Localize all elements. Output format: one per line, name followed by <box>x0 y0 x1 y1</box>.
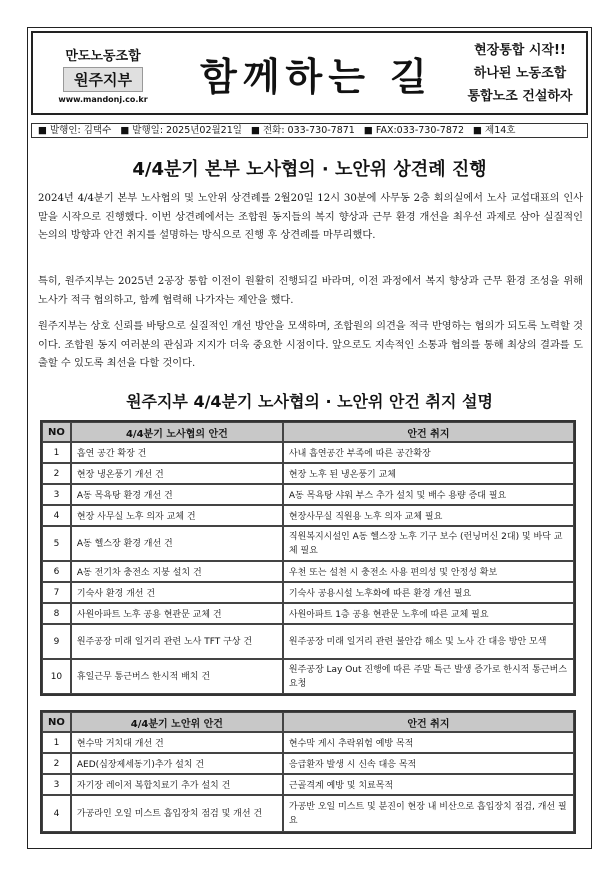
slogan: 현장통합 시작!! <box>474 42 566 58</box>
agenda-item: 원주공장 미래 일거리 관련 노사 TFT 구상 건 <box>71 624 283 659</box>
table-row <box>42 526 574 561</box>
issue-number: ■ 제14호 <box>473 125 516 136</box>
agenda-purpose: 원주공장 미래 일거리 관련 불안감 해소 및 노사 간 대응 방안 모색 <box>283 624 574 659</box>
table-row <box>42 795 574 832</box>
safety-agenda-table <box>40 710 576 834</box>
row-no: 4 <box>42 795 71 832</box>
labor-agenda-table <box>40 420 576 696</box>
agenda-item: A동 목욕탕 환경 개선 건 <box>71 484 283 505</box>
publisher: ■ 발행인: 김택수 <box>38 125 112 136</box>
table-row <box>42 603 574 624</box>
newsletter-header <box>31 31 588 115</box>
article-paragraph: 2024년 4/4분기 본부 노사협의 및 노안위 상견례를 2월20일 12시 30분에 사무동 2층 회의실에서 노사 교섭대표의 인사말을 시작으로 진행했다. 이번 상견례에서는 조합원 동지들의 복지 향상과 근무 환경 개선을 최우선 과제로 삼아 실질적인 논의의 방향과 안건 취지를 설명하는 방식으로 진행 후 상견례를 마무리했다. <box>38 193 583 241</box>
article-paragraph: 원주지부는 상호 신뢰를 바탕으로 실질적인 개선 방안을 모색하며, 조합원의 의견을 적극 반영하는 협의가 되도록 노력할 것이다. 조합원 동지 여러분의 관심과 지지가 더욱 중요한 시점이다. 앞으로도 지속적인 소통과 협의를 통해 최상의 결과를 도출할 수 있도록 최선을 다할 것이다. <box>38 321 583 369</box>
row-no: 4 <box>42 505 71 526</box>
table-row <box>42 624 574 659</box>
slogan: 통합노조 건설하자 <box>467 88 573 104</box>
agenda-purpose: 사내 흡연공간 부족에 따른 공간확장 <box>283 442 574 463</box>
agenda-purpose: 현장 노후 된 냉온풍기 교체 <box>283 463 574 484</box>
table-row <box>42 442 574 463</box>
slogan: 하나된 노동조합 <box>473 65 567 81</box>
agenda-purpose: 사원아파트 1층 공용 현관문 노후에 따른 교체 필요 <box>283 603 574 624</box>
col-item: 4/4분기 노사협의 안건 <box>71 422 283 442</box>
table-row <box>42 582 574 603</box>
agenda-purpose: 가공반 오일 미스트 및 분진이 현장 내 비산으로 흡입장치 점검, 개선 필요 <box>283 795 574 832</box>
table-row <box>42 753 574 774</box>
col-no: NO <box>42 422 71 442</box>
slogans <box>460 39 580 108</box>
publish-date: ■ 발행일: 2025년02월21일 <box>120 125 242 136</box>
row-no: 2 <box>42 753 71 774</box>
union-branding <box>33 43 173 104</box>
row-no: 6 <box>42 561 71 582</box>
table-header-row <box>42 422 574 442</box>
publication-info-bar <box>31 123 588 138</box>
table-row <box>42 659 574 694</box>
union-url[interactable]: www.mandonj.co.kr <box>58 94 148 104</box>
row-no: 2 <box>42 463 71 484</box>
agenda-item: 현장 사무실 노후 의자 교체 건 <box>71 505 283 526</box>
table-row <box>42 561 574 582</box>
agenda-item: 현장 냉온풍기 개선 건 <box>71 463 283 484</box>
agenda-purpose: 우천 또는 설천 시 충전소 사용 편의성 및 안정성 확보 <box>283 561 574 582</box>
row-no: 9 <box>42 624 71 659</box>
table-row <box>42 484 574 505</box>
agenda-purpose: 원주공장 Lay Out 진행에 따른 주말 특근 발생 증가로 한시적 통근버스 요청 <box>283 659 574 694</box>
section-title: 원주지부 4/4분기 노사협의 · 노안위 안건 취지 설명 <box>126 392 493 411</box>
article-paragraph: 특히, 원주지부는 2025년 2공장 통합 이전이 원활히 진행되길 바라며, 이전 과정에서 복지 향상과 근무 환경 조성을 위해 노사가 적극 협의하고, 함께 협력해 나가자는 제안을 했다. <box>38 276 583 306</box>
row-no: 5 <box>42 526 71 561</box>
agenda-item: 사원아파트 노후 공용 현관문 교체 건 <box>71 603 283 624</box>
agenda-item: 기숙사 환경 개선 건 <box>71 582 283 603</box>
col-purpose: 안건 취지 <box>283 422 574 442</box>
agenda-purpose: 직원복지시설인 A동 헬스장 노후 기구 보수 (런닝머신 2대) 및 바닥 교체 필요 <box>283 526 574 561</box>
row-no: 3 <box>42 484 71 505</box>
table-row <box>42 505 574 526</box>
agenda-item: 자기장 레이저 복합치료기 추가 설치 건 <box>71 774 283 795</box>
row-no: 1 <box>42 442 71 463</box>
union-name: 만도노동조합 <box>65 48 141 64</box>
row-no: 8 <box>42 603 71 624</box>
table-row <box>42 774 574 795</box>
agenda-purpose: 현수막 게시 추락위험 예방 목적 <box>283 732 574 753</box>
agenda-item: 휴일근무 통근버스 한시적 배치 건 <box>71 659 283 694</box>
agenda-purpose: A동 목욕탕 샤워 부스 추가 설치 및 배수 용량 증대 필요 <box>283 484 574 505</box>
agenda-purpose: 근골격계 예방 및 치료목적 <box>283 774 574 795</box>
table-header-row <box>42 712 574 732</box>
row-no: 7 <box>42 582 71 603</box>
agenda-item: AED(심장제세동기)추가 설치 건 <box>71 753 283 774</box>
col-item: 4/4분기 노안위 안건 <box>71 712 283 732</box>
row-no: 1 <box>42 732 71 753</box>
table-row <box>42 732 574 753</box>
agenda-purpose: 현장사무실 직원용 노후 의자 교체 필요 <box>283 505 574 526</box>
agenda-item: A동 전기차 충전소 지붕 설치 건 <box>71 561 283 582</box>
agenda-item: 현수막 거치대 개선 건 <box>71 732 283 753</box>
fax: ■ FAX:033-730-7872 <box>363 125 464 136</box>
phone: ■ 전화: 033-730-7871 <box>250 125 355 136</box>
branch-name: 원주지부 <box>63 67 143 92</box>
agenda-item: A동 헬스장 환경 개선 건 <box>71 526 283 561</box>
newsletter-title: 함께하는 길 <box>200 54 433 99</box>
row-no: 10 <box>42 659 71 694</box>
col-purpose: 안건 취지 <box>283 712 574 732</box>
col-no: NO <box>42 712 71 732</box>
agenda-purpose: 기숙사 공용시설 노후화에 따른 환경 개선 필요 <box>283 582 574 603</box>
row-no: 3 <box>42 774 71 795</box>
agenda-purpose: 응급환자 발생 시 신속 대응 목적 <box>283 753 574 774</box>
agenda-item: 흡연 공간 확장 건 <box>71 442 283 463</box>
agenda-item: 가공라인 오일 미스트 흡입장치 점검 및 개선 건 <box>71 795 283 832</box>
table-row <box>42 463 574 484</box>
article-title: 4/4분기 본부 노사협의 · 노안위 상견례 진행 <box>132 159 487 180</box>
